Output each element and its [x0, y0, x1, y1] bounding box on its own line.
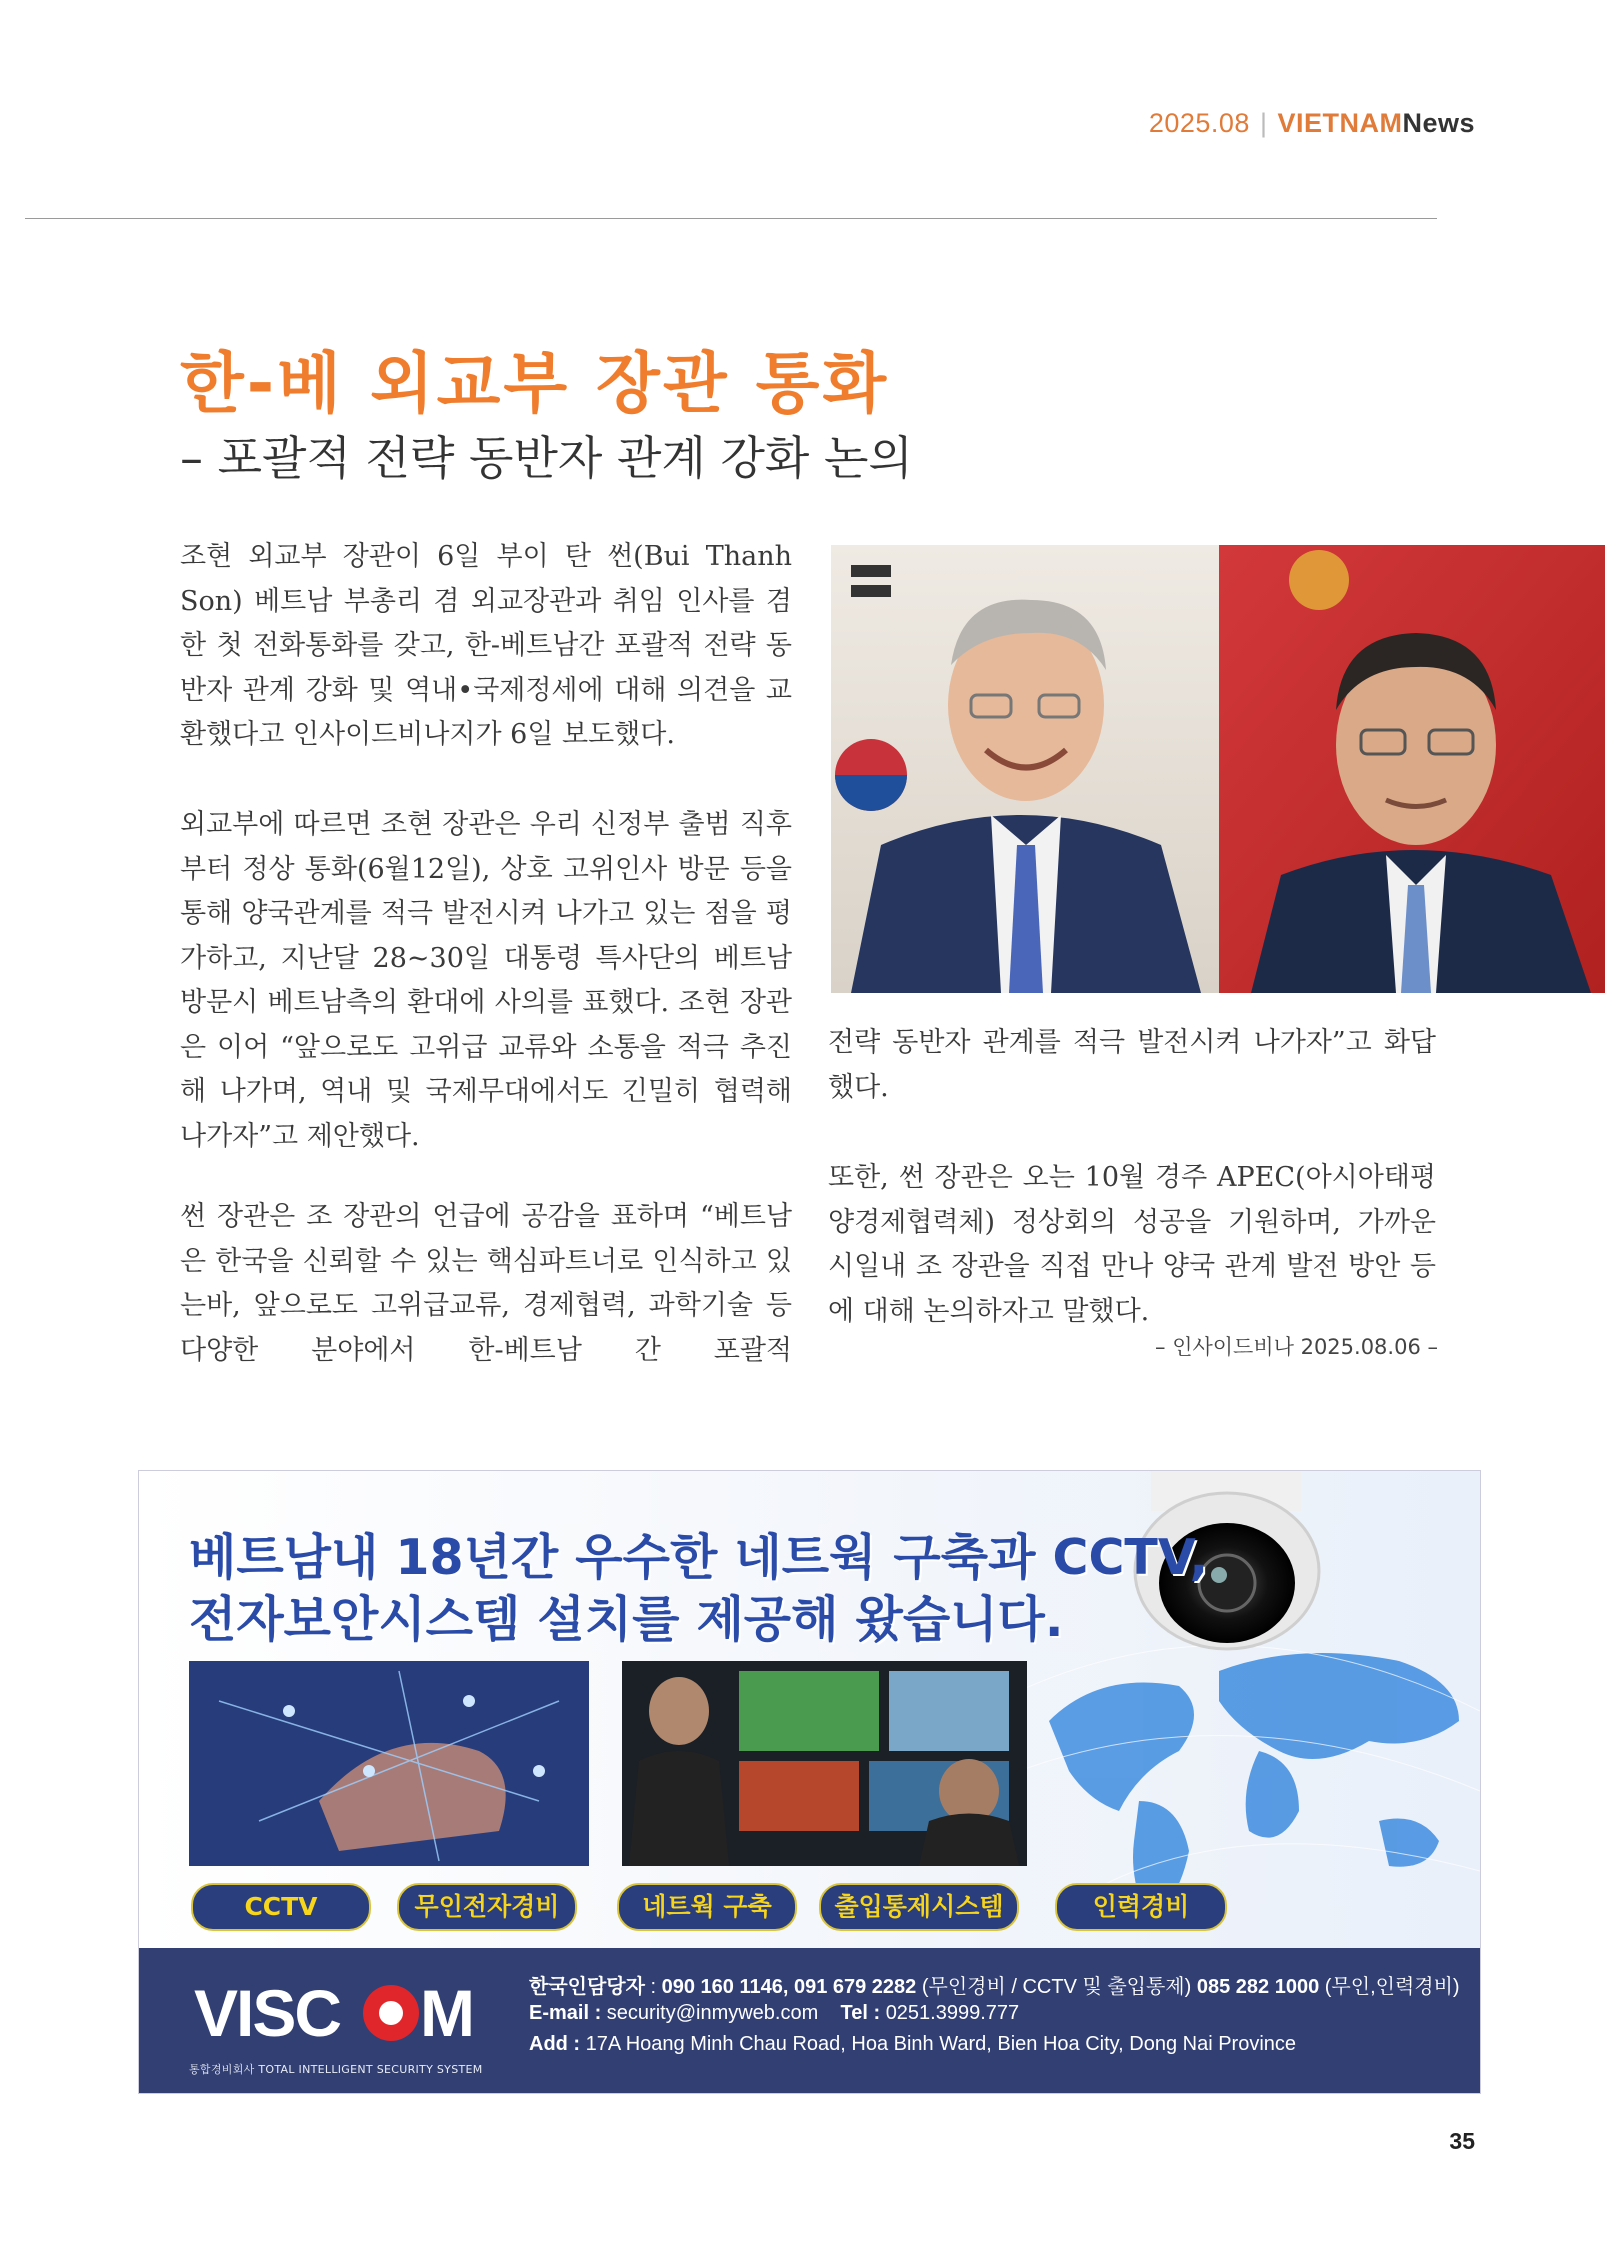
article-subtitle: – 포괄적 전략 동반자 관계 강화 논의	[180, 431, 913, 485]
ad-address-line	[529, 2033, 1296, 2056]
service-pill-network: 네트웍 구축	[617, 1883, 797, 1931]
header-separator: |	[1259, 108, 1268, 138]
ad-contact-line: 한국인담당자 : 090 160 1146, 091 679 2282 (무인경비 / CCTV 및 출입통제) 085 282 1000 (무인,인력경비)	[529, 1976, 1460, 1998]
article-paragraph: 조현 외교부 장관이 6일 부이 탄 썬(Bui Thanh Son) 베트남 부총리 겸 외교장관과 취임 인사를 겸한 첫 전화통화를 갖고, 한-베트남간 포괄적 전략 동반자 관계 강화 및 역내•국제정세에 대해 의견을 교환했다고 인사이드비나지가 6일 보도했다.	[180, 541, 792, 750]
ad-email-line	[529, 2002, 1019, 2025]
contact-phones: 090 160 1146, 091 679 2282	[661, 1976, 917, 1998]
article-paragraph: 또한, 썬 장관은 오는 10월 경주 APEC(아시아태평양경제협력체) 정상회의 성공을 기원하며, 가까운 시일내 조 장관을 직접 만나 양국 관계 발전 방안 등에 대해 논의하자고 말했다.	[828, 1162, 1436, 1327]
service-pill-access-control: 출입통제시스템	[819, 1883, 1019, 1931]
ad-headline-line1: 베트남내 18년간 우수한 네트웍 구축과 CCTV,	[189, 1529, 1209, 1586]
contact-phone-2: 085 282 1000	[1196, 1976, 1320, 1998]
logo-tagline: 통합경비회사 TOTAL INTELLIGENT SECURITY SYSTEM	[189, 2063, 483, 2076]
ministers-photo	[831, 545, 1605, 993]
photo-illustration	[831, 545, 1605, 993]
tel-number: 0251.3999.777	[885, 2002, 1020, 2024]
article-paragraph: 썬 장관은 조 장관의 언급에 공감을 표하며 “베트남은 한국을 신뢰할 수 있는 핵심파트너로 인식하고 있는바, 앞으로도 고위급교류, 경제협력, 과학기술 등 다양한 분야에서 한-베트남 간 포괄적	[180, 1201, 792, 1366]
service-pill-unmanned-security: 무인전자경비	[397, 1883, 577, 1931]
article-title: 한-베 외교부 장관 통화	[180, 345, 890, 422]
tel-label: Tel :	[840, 2002, 886, 2024]
service-pill-cctv: CCTV	[191, 1883, 371, 1931]
contact-label: 한국인담당자	[529, 1976, 645, 1998]
article-paragraph: 외교부에 따르면 조현 장관은 우리 신정부 출범 직후부터 정상 통화(6월12일), 상호 고위인사 방문 등을 통해 양국관계를 적극 발전시켜 나가고 있는 점을 평가하고, 지난달 28~30일 대통령 특사단의 베트남 방문시 베트남측의 환대에 사의를 표했다. 조현 장관은 이어 “앞으로도 고위급 교류와 소통을 적극 추진해 나가며, 역내 및 국제무대에서도 긴밀히 협력해 나가자”고 제안했다.	[180, 809, 792, 1152]
publication-name-part1: VIETNAM	[1277, 108, 1403, 138]
header-divider	[25, 218, 1437, 219]
article-source: – 인사이드비나 2025.08.06 –	[1155, 1335, 1438, 1359]
viscom-logo	[194, 1978, 484, 2048]
address-text: 17A Hoang Minh Chau Road, Hoa Binh Ward, Bien Hoa City, Dong Nai Province	[585, 2033, 1297, 2055]
contact-note-2: (무인,인력경비)	[1324, 1976, 1460, 1998]
page-number: 35	[1449, 2128, 1475, 2154]
address-label: Add :	[529, 2033, 586, 2055]
security-advertisement	[138, 1470, 1481, 2094]
publication-name-part2: News	[1402, 108, 1475, 138]
svg-text:M: M	[420, 1978, 475, 2048]
email-address[interactable]: security@inmyweb.com	[606, 2002, 819, 2024]
svg-text:VISC: VISC	[194, 1978, 341, 2048]
ad-headline-line2: 전자보안시스템 설치를 제공해 왔습니다.	[189, 1591, 1064, 1648]
ad-contact-bar	[139, 1948, 1480, 2093]
issue-date: 2025.08	[1148, 108, 1250, 138]
page-header	[1149, 108, 1475, 139]
email-label: E-mail :	[529, 2002, 607, 2024]
service-pill-guard-service: 인력경비	[1055, 1883, 1227, 1931]
contact-note: (무인경비 / CCTV 및 출입통제)	[921, 1976, 1192, 1998]
article-paragraph: 전략 동반자 관계를 적극 발전시켜 나가자”고 화답했다.	[828, 1027, 1436, 1103]
